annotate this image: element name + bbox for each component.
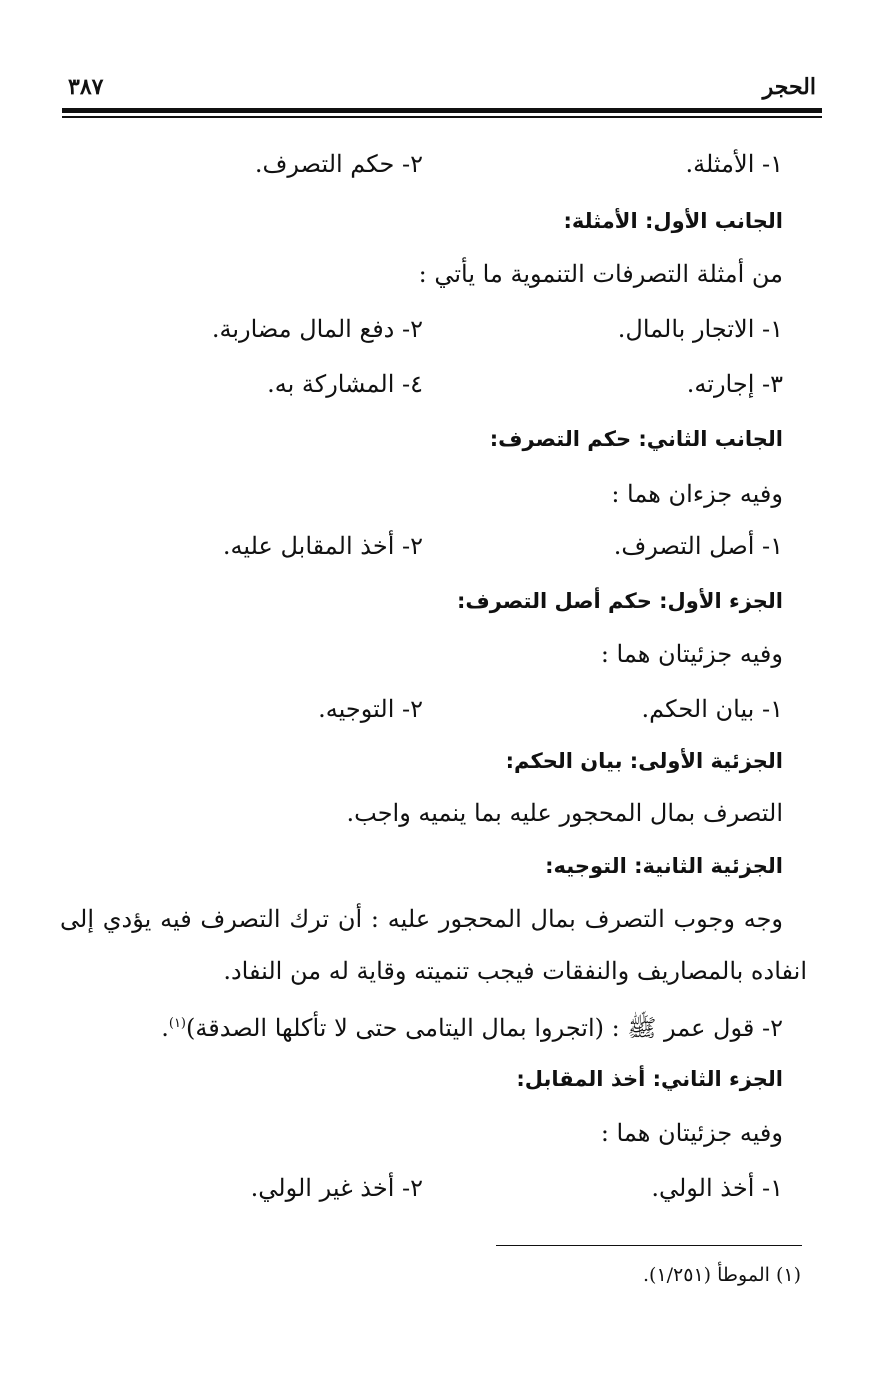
list-item: ١- أخذ الولي. [651,1174,783,1202]
section-heading: الجزئية الثانية: التوجيه: [545,854,783,878]
paragraph: التصرف بمال المحجور عليه بما ينميه واجب. [346,799,783,827]
quote-end: . [161,1014,169,1042]
list-item: ٢- دفع المال مضاربة. [211,315,423,343]
page-number: ٣٨٧ [68,74,104,100]
list-item: ١- الأمثلة. [685,150,783,178]
list-item: ٤- المشاركة به. [267,370,423,398]
paragraph: وفيه جزءان هما : [611,480,783,508]
section-heading: الجانب الأول: الأمثلة: [563,209,783,233]
running-head [60,72,818,104]
header-rule-thin [62,116,822,118]
list-item: ١- أصل التصرف. [613,532,783,560]
quote-text: ٢- قول عمر ﷺ : (اتجروا بمال اليتامى حتى لا تأكلها الصدقة) [186,1014,783,1042]
section-heading: الجزء الأول: حكم أصل التصرف: [456,589,783,613]
list-item: ١- الاتجار بالمال. [617,315,783,343]
footnote-ref: (١) [168,1016,186,1031]
header-rule-thick [62,108,822,113]
footnote-separator [496,1245,802,1246]
section-heading: الجزئية الأولى: بيان الحكم: [505,749,783,773]
paragraph: وفيه جزئيتان هما : [600,640,783,668]
section-heading: الجانب الثاني: حكم التصرف: [489,427,783,451]
list-item: ٢- حكم التصرف. [254,150,423,178]
quote-line [161,1008,783,1044]
section-heading: الجزء الثاني: أخذ المقابل: [516,1067,783,1091]
list-item: ١- بيان الحكم. [641,695,783,723]
paragraph: من أمثلة التصرفات التنموية ما يأتي : [418,260,783,288]
list-item: ٢- التوجيه. [318,695,423,723]
list-item: ٢- أخذ المقابل عليه. [222,532,423,560]
paragraph-line: انفاده بالمصاريف والنفقات فيجب تنميته وقاية له من النفاد. [223,957,807,985]
footnote: (١) الموطأ (١/٢٥١). [642,1264,801,1286]
paragraph: وفيه جزئيتان هما : [600,1119,783,1147]
paragraph-line: وجه وجوب التصرف بمال المحجور عليه : أن ترك التصرف فيه يؤدي إلى [60,905,783,933]
list-item: ٣- إجارته. [686,370,783,398]
list-item: ٢- أخذ غير الولي. [250,1174,423,1202]
chapter-title: الحجر [762,74,816,100]
